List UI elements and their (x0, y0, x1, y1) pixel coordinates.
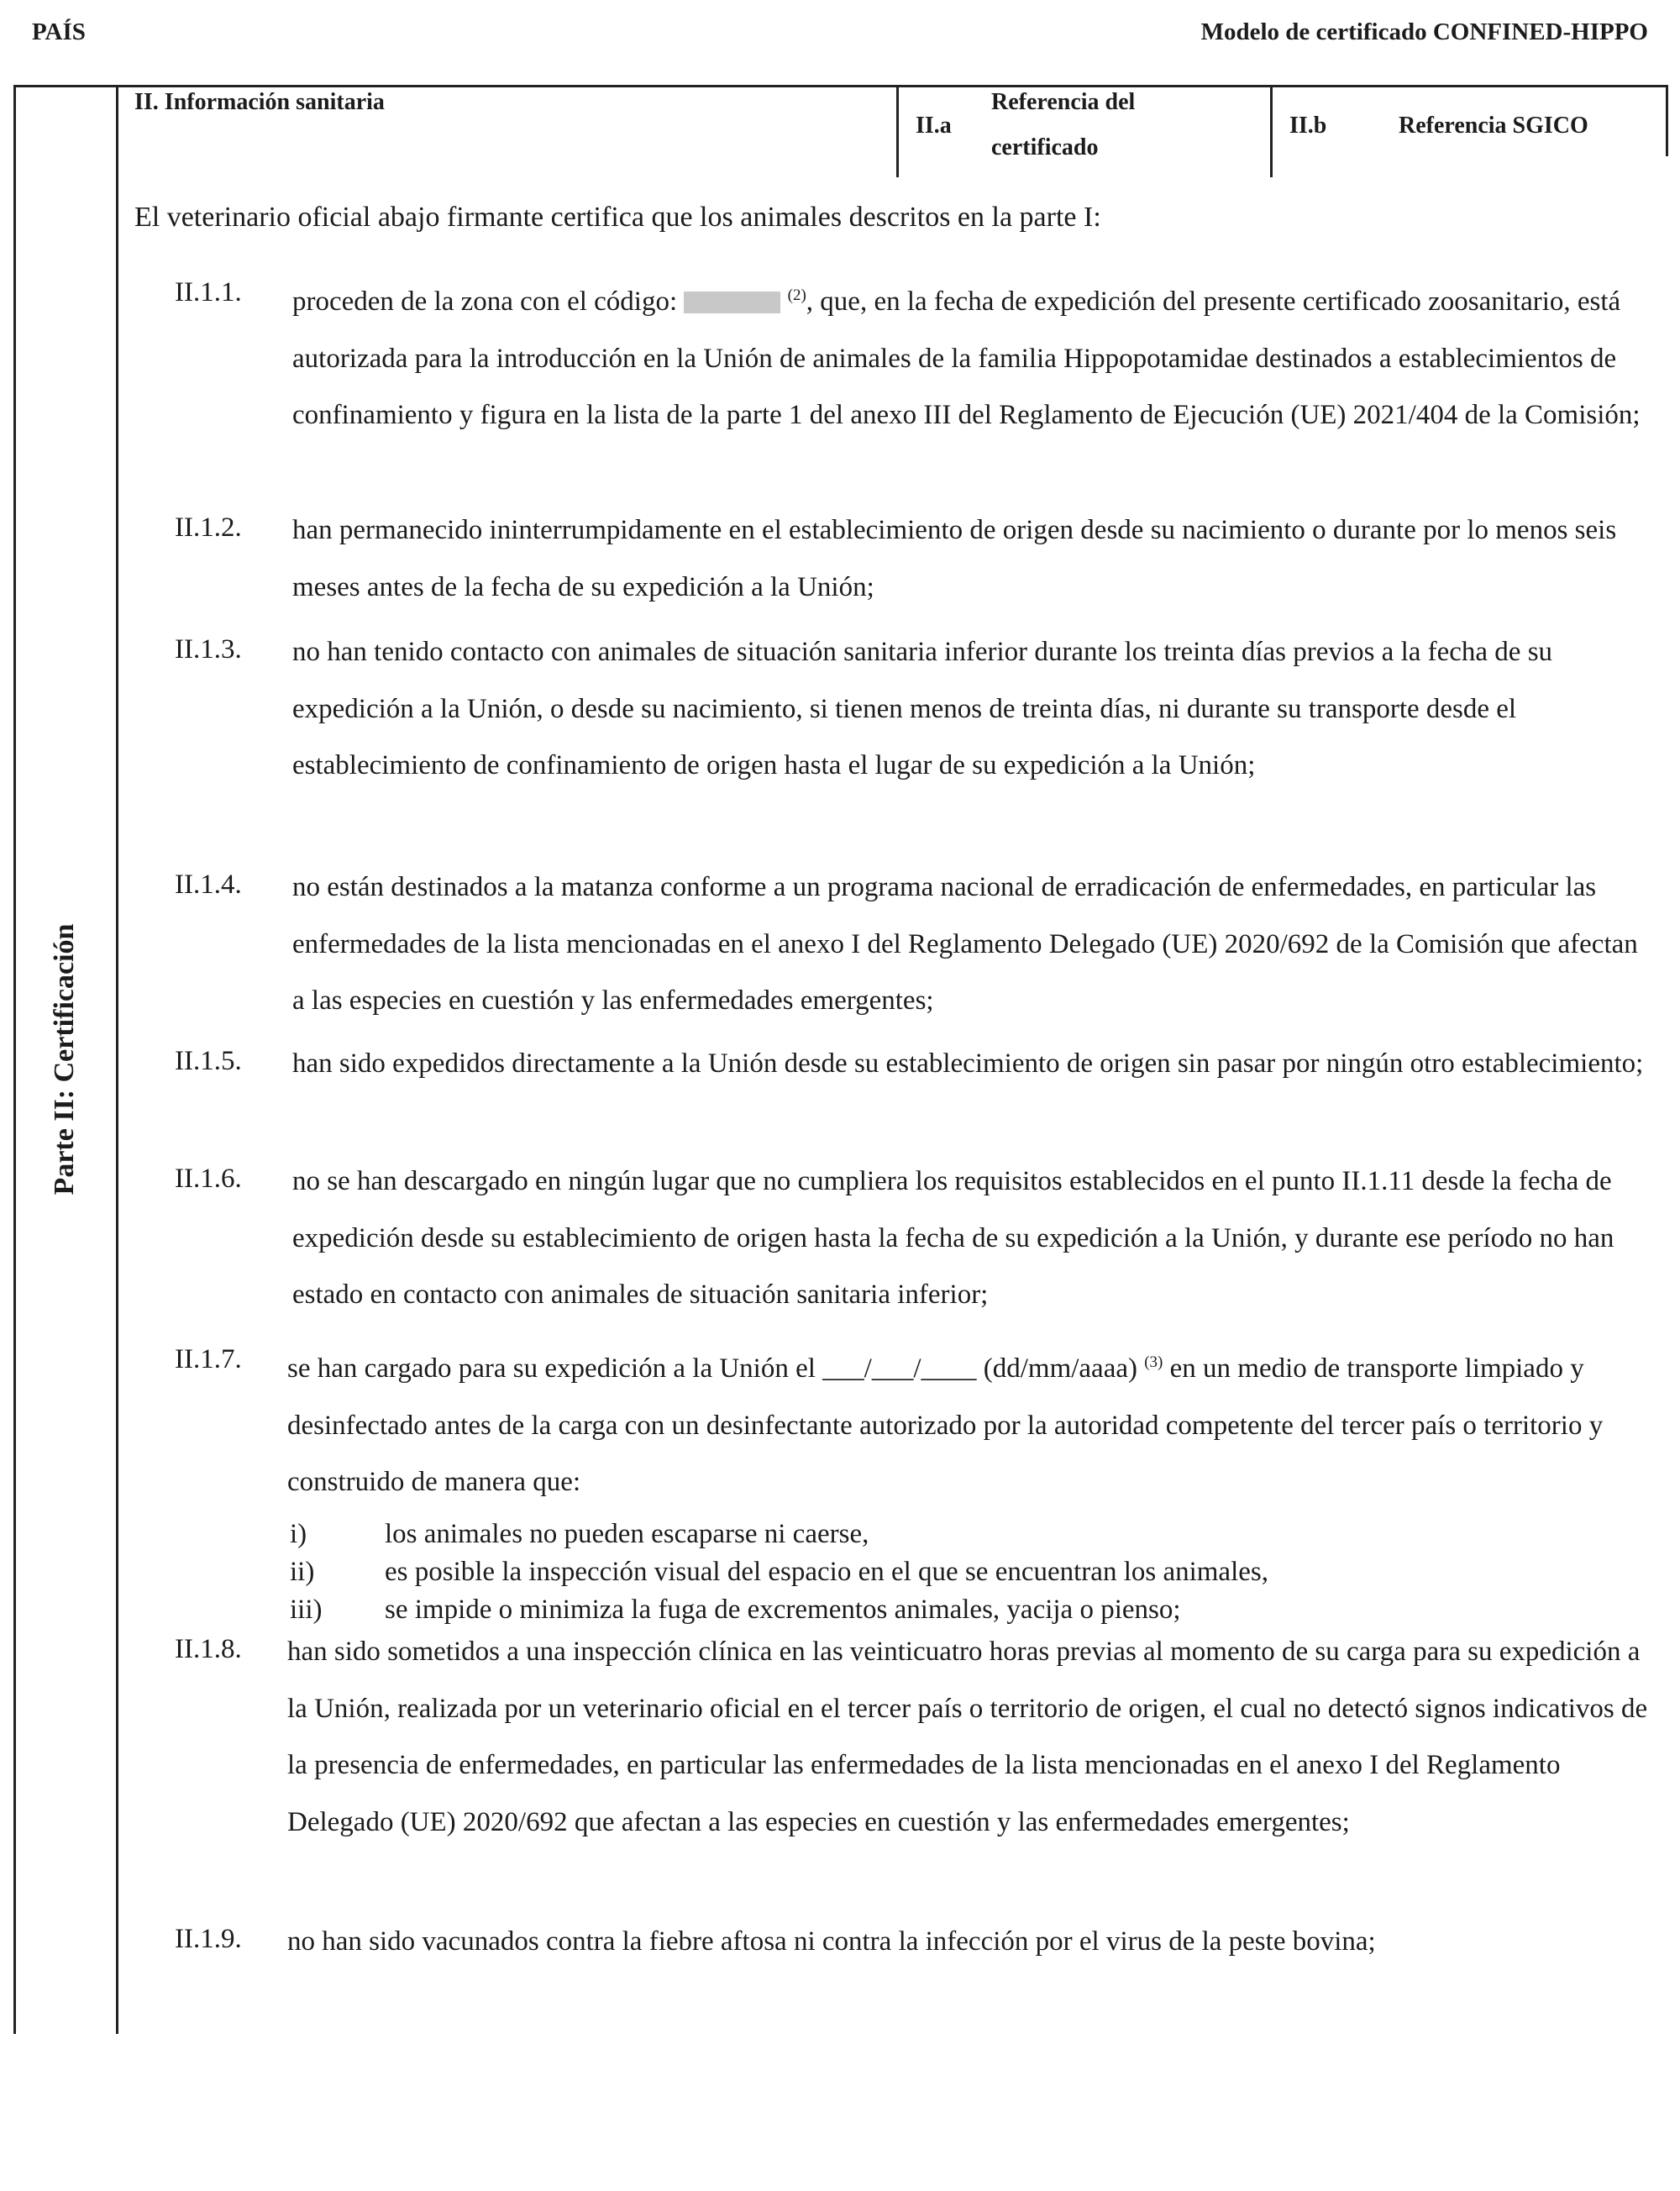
item-text-pre: se han cargado para su expedición a la Unión el ___/___/____ (dd/mm/aaaa) (287, 1353, 1145, 1384)
item-number: II.1.1. (175, 277, 242, 307)
ref-a-code: II.a (916, 113, 952, 139)
item-number: II.1.9. (175, 1924, 242, 1954)
side-column-divider (116, 85, 118, 2034)
ref-a-label-line2: certificado (991, 134, 1099, 160)
item-text-pre: proceden de la zona con el código: (292, 286, 685, 317)
country-label: PAÍS (32, 18, 86, 45)
item-text (287, 1334, 1648, 1511)
subitem-label: i) (290, 1519, 307, 1549)
section-title: II. Información sanitaria (134, 89, 385, 115)
item-number: II.1.3. (175, 634, 242, 665)
side-label: Parte II: Certificación (49, 923, 80, 1195)
ref-a-label-line1: Referencia del (991, 89, 1136, 115)
subitem-text: es posible la inspección visual del espacio en el que se encuentran los animales, (385, 1557, 1268, 1587)
certificate-model-title: Modelo de certificado CONFINED-HIPPO (1200, 18, 1648, 45)
item-text (292, 267, 1653, 444)
right-border-top (1666, 85, 1668, 156)
subitem-text: los animales no pueden escaparse ni caerse, (385, 1519, 869, 1549)
subitem-label: ii) (290, 1557, 315, 1587)
subitem-text: se impide o minimiza la fuga de excrementos animales, yacija o pienso; (385, 1595, 1181, 1625)
item-text: no están destinados a la matanza conforme a un programa nacional de erradicación de enfermedades, en particular las enfermedades de la lista mencionadas en el anexo I del Reglamento Delegado (UE) 2020/692 de la Comisión que afectan a las especies en cuestión y las enfermedades emergentes; (292, 872, 1638, 1016)
item-number: II.1.8. (175, 1634, 242, 1664)
item-number: II.1.5. (175, 1046, 242, 1076)
item-text: han sido sometidos a una inspección clínica en las veinticuatro horas previas al momento de su carga para su expedición a la Unión, realizada por un veterinario oficial en el tercer país o territorio de origen, el cual no detectó signos indicativos de la presencia de enfermedades, en particular las enfermedades de la lista mencionadas en el anexo I del Reglamento Delegado (UE) 2020/692 que afectan a las especies en cuestión y las enfermedades emergentes; (287, 1637, 1648, 1837)
item-text-post: , que, en la fecha de expedición del presente certificado zoosanitario, está autorizada para la introducción en la Unión de animales de la familia Hippopotamidae destinados a establecimientos de confinamiento y figura en la lista de la parte 1 del anexo III del Reglamento de Ejecución (UE) 2021/404 de la Comisión; (292, 286, 1641, 430)
subitem-label: iii) (290, 1595, 323, 1625)
item-text: han sido expedidos directamente a la Unión desde su establecimiento de origen sin pasar por ningún otro establecimiento; (292, 1048, 1644, 1079)
item-number: II.1.6. (175, 1164, 242, 1194)
intro-statement: El veterinario oficial abajo firmante certifica que los animales descritos en la parte I: (134, 202, 1101, 233)
ref-b-label: Referencia SGICO (1399, 113, 1588, 139)
ref-b-divider (1270, 85, 1273, 177)
item-text-post: en un medio de transporte limpiado y desinfectado antes de la carga con un desinfectante autorizado por la autoridad competente del tercer país o territorio y construido de manera que: (287, 1353, 1604, 1497)
item-text: no han tenido contacto con animales de situación sanitaria inferior durante los treinta días previos a la fecha de su expedición a la Unión, o desde su nacimiento, si tienen menos de treinta días, ni durante su transporte desde el establecimiento de confinamiento de origen hasta el lugar de su expedición a la Unión; (292, 637, 1553, 780)
footnote-ref: (3) (1144, 1353, 1163, 1371)
redacted-zone-code (684, 292, 780, 313)
ref-a-divider (896, 85, 899, 177)
item-number: II.1.4. (175, 870, 242, 900)
ref-b-code: II.b (1289, 113, 1327, 139)
certification-side-panel (13, 86, 116, 2033)
top-border (13, 85, 1668, 87)
footnote-ref: (2) (787, 286, 806, 304)
item-text: no se han descargado en ningún lugar que no cumpliera los requisitos establecidos en el punto II.1.11 desde la fecha de expedición desde su establecimiento de origen hasta la fecha de su expedición a la Unión, y durante ese período no han estado en contacto con animales de situación sanitaria inferior; (292, 1166, 1614, 1310)
item-number: II.1.2. (175, 512, 242, 543)
item-text: han permanecido ininterrumpidamente en el establecimiento de origen desde su nacimiento o durante por lo menos seis meses antes de la fecha de su expedición a la Unión; (292, 515, 1617, 602)
item-text: no han sido vacunados contra la fiebre aftosa ni contra la infección por el virus de la peste bovina; (287, 1926, 1376, 1957)
item-number: II.1.7. (175, 1344, 242, 1374)
